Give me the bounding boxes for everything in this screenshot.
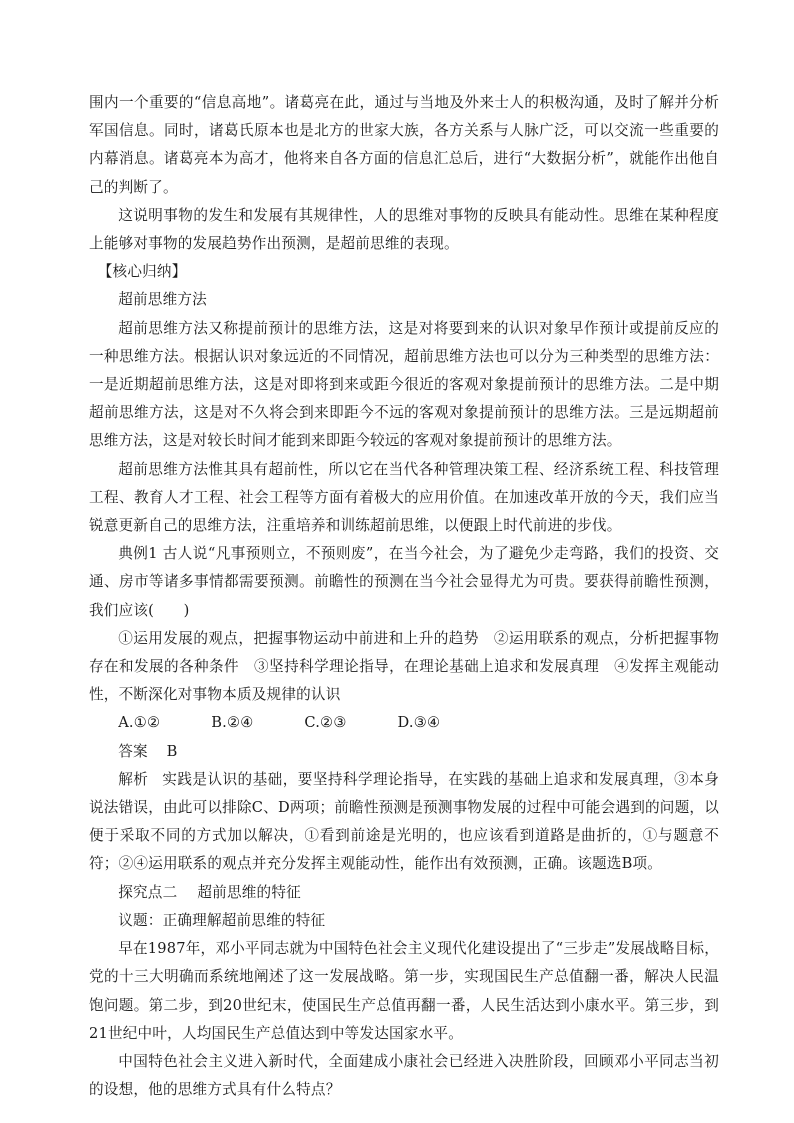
explore-heading <box>89 879 719 907</box>
option-a: A.①② <box>118 714 161 732</box>
paragraph-method-value: 超前思维方法惟其具有超前性，所以它在当代各种管理决策工程、经济系统工程、科技管理工程、教育人才工程、社会工程等方面有着极大的应用价值。在加速改革开放的今天，我们应当锐意更新自己的思维方法，注重培养和训练超前思维，以便跟上时代前进的步伐。 <box>89 460 719 535</box>
paragraph-three-steps: 早在1987年，邓小平同志就为中国特色社会主义现代化建设提出了“三步走”发展战略目标，党的十三大明确而系统地阐述了这一发展战略。第一步，实现国民生产总值翻一番，解决人民温饱问题。第二步，到20世纪末，使国民生产总值再翻一番，人民生活达到小康水平。第三步，到21世纪中叶，人均国民生产总值达到中等发达国家水平。 <box>89 940 719 1042</box>
answer-label: 答案 <box>118 742 148 760</box>
explore-label: 探究点二 <box>118 883 178 901</box>
explore-title: 超前思维的特征 <box>197 883 301 901</box>
example-question: 典例1 古人说“凡事预则立，不预则废”，在当今社会，为了避免少走弯路，我们的投资、交通、房市等诸多事情都需要预测。前瞻性的预测在当今社会显得尤为可贵。要获得前瞻性预测，我们应该( ) <box>89 545 719 619</box>
core-summary-heading: 【核心归纳】 <box>97 263 187 281</box>
example-statements: ①运用发展的观点，把握事物运动中前进和上升的趋势 ②运用联系的观点，分析把握事物存在和发展的各种条件 ③坚持科学理论指导，在理论基础上追求和发展真理 ④发挥主观能动性，不断深化对事物本质及规律的认识 <box>89 629 719 704</box>
analysis-text: 实践是认识的基础，要坚持科学理论指导，在实践的基础上追求和发展真理，③本身说法错误，由此可以排除C、D两项；前瞻性预测是预测事物发展的过程中可能会遇到的问题，以便于采取不同的方式加以解决，①看到前途是光明的，也应该看到道路是曲折的，①与题意不符；②④运用联系的观点并充分发挥主观能动性，能作出有效预测，正确。该题选B项。 <box>89 770 719 873</box>
answer-value: B <box>166 742 178 760</box>
option-d: D.③④ <box>397 714 441 732</box>
analysis-label: 解析 <box>118 770 149 788</box>
option-c: C.②③ <box>304 714 347 732</box>
option-b: B.②④ <box>211 714 254 732</box>
paragraph-conclusion: 这说明事物的发生和发展有其规律性，人的思维对事物的反映具有能动性。思维在某种程度上能够对事物的发展趋势作出预测，是超前思维的表现。 <box>89 206 719 253</box>
topic-line: 议题：正确理解超前思维的特征 <box>118 911 326 929</box>
paragraph-info-highland: 围内一个重要的“信息高地”。诸葛亮在此，通过与当地及外来士人的积极沟通，及时了解并分析军国信息。同时，诸葛氏原本也是北方的世家大族，各方关系与人脉广泛，可以交流一些重要的内幕消息。诸葛亮本为高才，他将来自各方面的信息汇总后，进行“大数据分析”，就能作出他自己的判断了。 <box>89 94 719 196</box>
paragraph-method-definition: 超前思维方法又称提前预计的思维方法，这是对将要到来的认识对象早作预计或提前反应的一种思维方法。根据认识对象远近的不同情况，超前思维方法也可以分为三种类型的思维方法：一是近期超前思维方法，这是对即将到来或距今很近的客观对象提前预计的思维方法。二是中期超前思维方法，这是对不久将会到来即距今不远的客观对象提前预计的思维方法。三是远期超前思维方法，这是对较长时间才能到来即距今较远的客观对象提前预计的思维方法。 <box>89 319 719 450</box>
answer-line <box>89 738 719 766</box>
document-page <box>89 89 719 1104</box>
answer-options <box>89 709 719 737</box>
method-heading: 超前思维方法 <box>118 291 207 309</box>
analysis-paragraph <box>89 766 719 879</box>
paragraph-question: 中国特色社会主义进入新时代，全面建成小康社会已经进入决胜阶段，回顾邓小平同志当初的设想，他的思维方式具有什么特点？ <box>89 1052 719 1099</box>
